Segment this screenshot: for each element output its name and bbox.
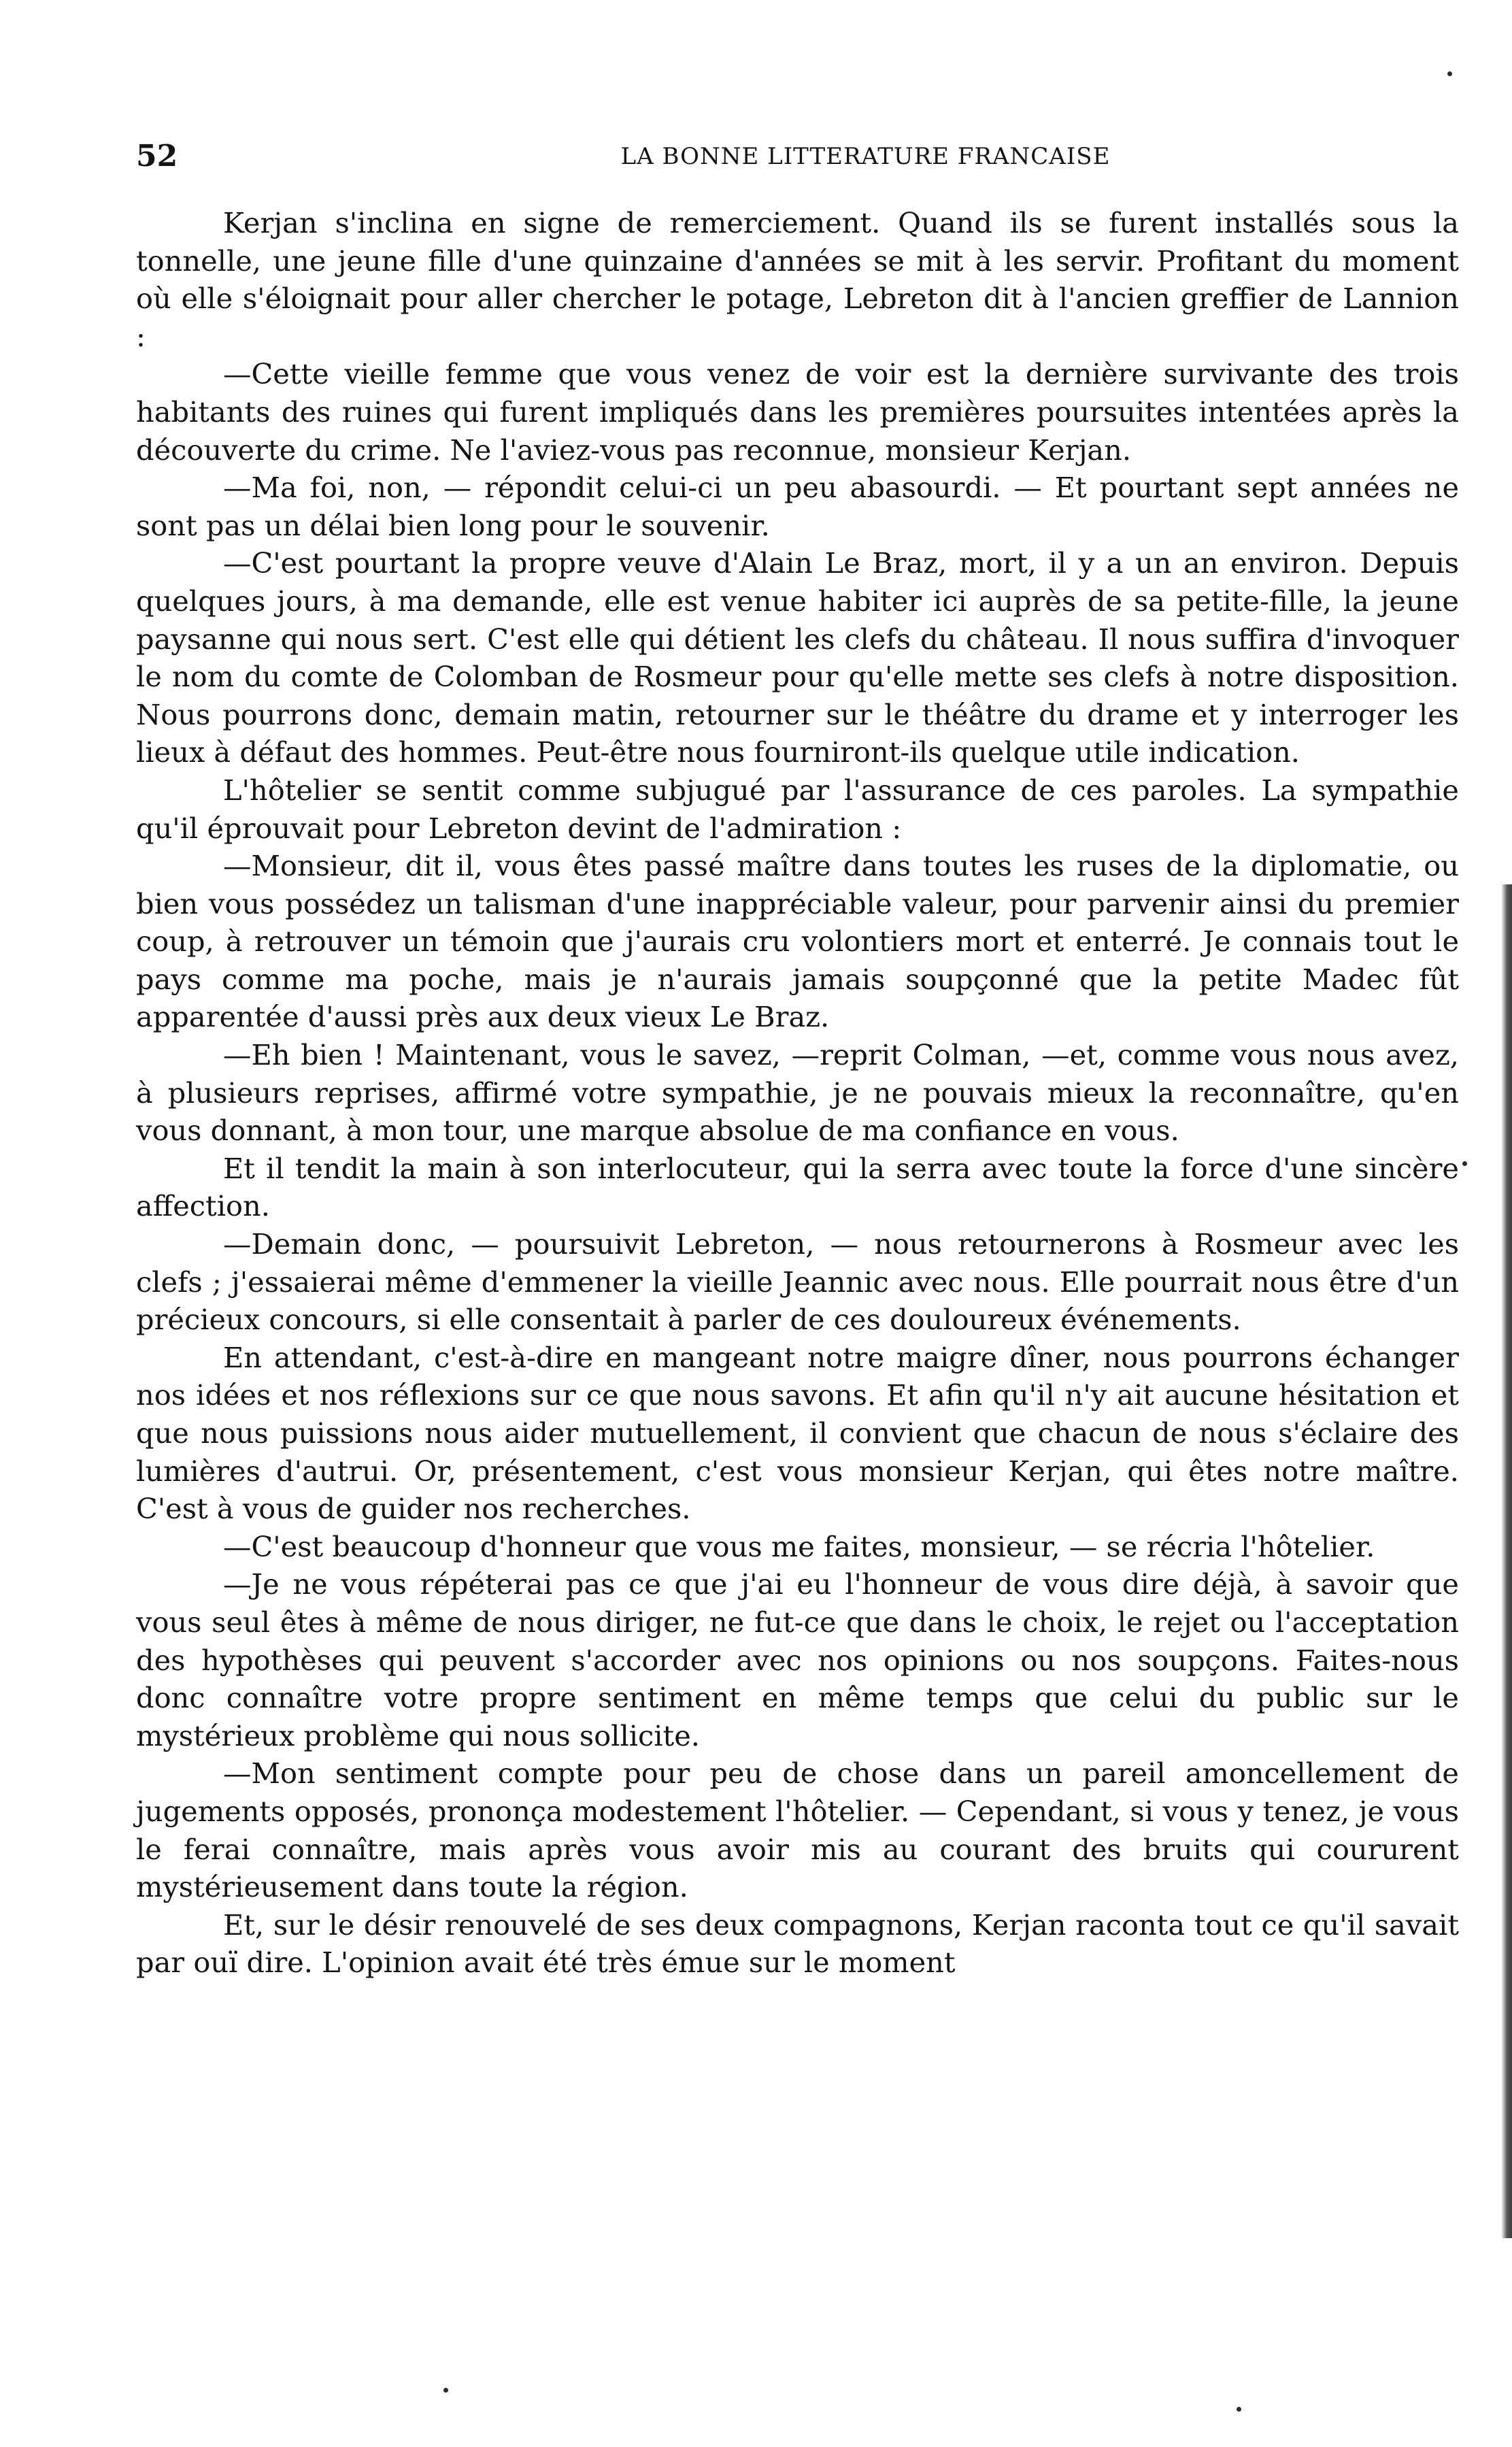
paragraph: Et il tendit la main à son interlocuteur, qui la serra avec toute la force d'une sincère affection. [136,1151,1459,1223]
paragraph: L'hôtelier se sentit comme subjugué par l'assurance de ces paroles. La sympathie qu'il éprouvait pour Lebreton devint de l'admiration : [136,773,1459,845]
scan-speck [1237,2407,1241,2412]
scan-speck [443,2388,448,2393]
paragraph: —Monsieur, dit il, vous êtes passé maître dans toutes les ruses de la diplomatie, ou bien vous possédez un talisman d'une inappréciable valeur, pour parvenir ainsi du premier coup, à retrouver un témoin que j'aurais cru volontiers mort et enterré. Je connais tout le pays comme ma poche, mais je n'aurais jamais soupçonné que la petite Madec fût apparentée d'aussi près aux deux vieux Le Braz. [136,849,1459,1034]
scan-speck [1447,71,1452,76]
page-number: 52 [136,139,178,173]
paragraph: —Mon sentiment compte pour peu de chose dans un pareil amoncellement de jugements opposés, prononça modestement l'hôtelier. — Cependant, si vous y tenez, je vous le ferai connaître, mais après vous avoir mis au courant des bruits qui coururent mystérieusement dans toute la région. [136,1757,1459,1904]
running-head [136,136,1459,177]
paragraph: —Demain donc, — poursuivit Lebreton, — nous retournerons à Rosmeur avec les clefs ; j'essaierai même d'emmener la vieille Jeannic avec nous. Elle pourrait nous être d'un précieux concours, si elle consentait à parler de ces douloureux événements. [136,1227,1459,1337]
paragraph: —C'est beaucoup d'honneur que vous me faites, monsieur, — se récria l'hôtelier. [223,1529,1375,1563]
running-title: LA BONNE LITTERATURE FRANCAISE [620,143,1111,170]
paragraph: —Cette vieille femme que vous venez de voir est la dernière survivante des trois habitants des ruines qui furent impliqués dans les premières poursuites intentées après la découverte du crime. Ne l'aviez-vous pas reconnue, monsieur Kerjan. [136,357,1459,467]
body-text [136,204,1459,1982]
paragraph: Et, sur le désir renouvelé de ses deux compagnons, Kerjan raconta tout ce qu'il savait par ouï dire. L'opinion avait été très émue sur le moment [136,1908,1459,1980]
scan-binding-shadow [1501,884,1512,2238]
paragraph: —C'est pourtant la propre veuve d'Alain Le Braz, mort, il y a un an environ. Depuis quelques jours, à ma demande, elle est venue habiter ici auprès de sa petite-fille, la jeune paysanne qui nous sert. C'est elle qui détient les clefs du château. Il nous suffira d'invoquer le nom du comte de Colomban de Rosmeur pour qu'elle mette ses clefs à notre disposition. Nous pourrons donc, demain matin, retourner sur le théâtre du drame et y interroger les lieux à défaut des hommes. Peut-être nous fourniront-ils quelque utile indication. [136,546,1459,769]
scan-speck [1462,1161,1467,1166]
paragraph: En attendant, c'est-à-dire en mangeant notre maigre dîner, nous pourrons échanger nos idées et nos réflexions sur ce que nous savons. Et afin qu'il n'y ait aucune hésitation et que nous puissions nous aider mutuellement, il convient que chacun de nous s'éclaire des lumières d'autrui. Or, présentement, c'est vous monsieur Kerjan, qui êtes notre maître. C'est à vous de guider nos recherches. [136,1340,1459,1526]
paragraph: —Ma foi, non, — répondit celui-ci un peu abasourdi. — Et pourtant sept années ne sont pas un délai bien long pour le souvenir. [136,471,1459,542]
paragraph: Kerjan s'inclina en signe de remerciement. Quand ils se furent installés sous la tonnelle, une jeune fille d'une quinzaine d'années se mit à les servir. Profitant du moment où elle s'éloignait pour aller chercher le potage, Lebreton dit à l'ancien greffier de Lannion : [136,206,1459,353]
paragraph: —Eh bien ! Maintenant, vous le savez, —reprit Colman, —et, comme vous nous avez, à plusieurs reprises, affirmé votre sympathie, je ne pouvais mieux la reconnaître, qu'en vous donnant, à mon tour, une marque absolue de ma confiance en vous. [136,1038,1459,1148]
paragraph: —Je ne vous répéterai pas ce que j'ai eu l'honneur de vous dire déjà, à savoir que vous seul êtes à même de nous diriger, ne fut-ce que dans le choix, le rejet ou l'acceptation des hypothèses qui peuvent s'accorder avec nos opinions ou nos soupçons. Faites-nous donc connaître votre propre sentiment en même temps que celui du public sur le mystérieux problème qui nous sollicite. [136,1567,1459,1752]
